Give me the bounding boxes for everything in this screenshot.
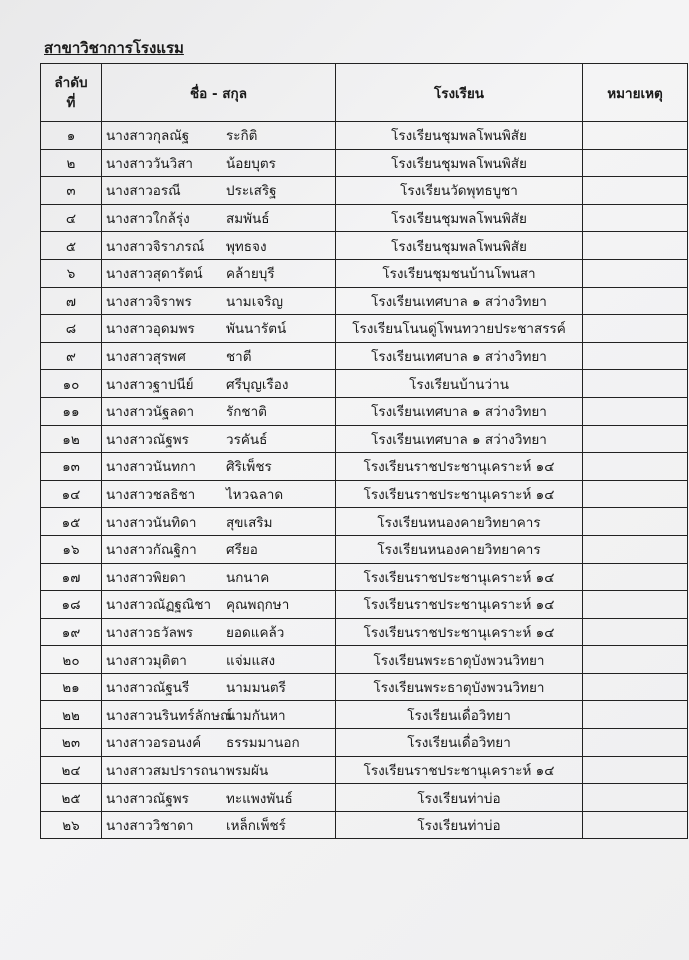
row-note [583, 315, 688, 343]
row-number: ๙ [41, 342, 102, 370]
last-name: ศิริเพ็ชร [226, 459, 272, 476]
last-name: ทะแพงพันธ์ [226, 790, 293, 807]
row-number: ๑๖ [41, 535, 102, 563]
row-school: โรงเรียนชุมชนบ้านโพนสา [336, 259, 583, 287]
student-table [40, 63, 688, 839]
row-note [583, 811, 688, 839]
row-number: ๑๒ [41, 425, 102, 453]
table-row [41, 204, 688, 232]
first-name: นางสาวจิราพร [106, 293, 192, 310]
first-name: นางสาวอรอนงค์ [106, 735, 202, 752]
row-note [583, 425, 688, 453]
first-name: นางสาวนรินทร์ลักษณ์ [106, 707, 233, 724]
section-heading: สาขาวิชาการโรงแรม [44, 39, 184, 57]
row-school: โรงเรียนพระธาตุบังพวนวิทยา [336, 646, 583, 674]
table-row [41, 259, 688, 287]
row-name [102, 425, 336, 453]
row-name [102, 149, 336, 177]
first-name: นางสาวพิยดา [106, 569, 186, 586]
first-name: นางสาวมุติตา [106, 652, 187, 669]
row-name [102, 784, 336, 812]
row-note [583, 480, 688, 508]
last-name: รักชาติ [226, 404, 267, 421]
header-name: ชื่อ - สกุล [102, 64, 336, 122]
row-number: ๓ [41, 177, 102, 205]
row-name [102, 591, 336, 619]
row-note [583, 232, 688, 260]
row-school: โรงเรียนชุมพลโพนพิสัย [336, 122, 583, 150]
first-name: นางสาวนันทกา [106, 459, 196, 476]
first-name: นางสาวธวัลพร [106, 624, 194, 641]
table-row [41, 370, 688, 398]
last-name: พรมผัน [226, 762, 269, 779]
last-name: นกนาค [226, 569, 270, 586]
row-note [583, 535, 688, 563]
table-row [41, 287, 688, 315]
first-name: นางสาวนันทิดา [106, 514, 197, 531]
row-number: ๑๘ [41, 591, 102, 619]
row-number: ๒๔ [41, 756, 102, 784]
row-note [583, 259, 688, 287]
row-name [102, 618, 336, 646]
row-note [583, 729, 688, 757]
row-number: ๑๙ [41, 618, 102, 646]
row-note [583, 591, 688, 619]
row-note [583, 673, 688, 701]
row-name [102, 122, 336, 150]
first-name: นางสาวชลธิชา [106, 487, 196, 504]
table-row [41, 122, 688, 150]
row-note [583, 453, 688, 481]
row-name [102, 646, 336, 674]
first-name: นางสาวอุดมพร [106, 321, 195, 338]
row-name [102, 342, 336, 370]
row-school: โรงเรียนราชประชานุเคราะห์ ๑๔ [336, 453, 583, 481]
table-row [41, 563, 688, 591]
row-number: ๒๐ [41, 646, 102, 674]
row-note [583, 508, 688, 536]
last-name: น้อยบุตร [226, 155, 276, 172]
row-note [583, 177, 688, 205]
table-row [41, 646, 688, 674]
first-name: นางสาวสุรพศ [106, 349, 186, 366]
row-note [583, 784, 688, 812]
first-name: นางสาวใกล้รุ่ง [106, 211, 190, 228]
row-number: ๖ [41, 259, 102, 287]
row-number: ๑๐ [41, 370, 102, 398]
first-name: นางสาวกุลณัฐ [106, 128, 190, 145]
table-row [41, 673, 688, 701]
row-name [102, 701, 336, 729]
first-name: นางสาววิชาดา [106, 818, 194, 835]
row-name [102, 287, 336, 315]
header-number [41, 64, 102, 122]
row-number: ๒๒ [41, 701, 102, 729]
last-name: ไหวฉลาด [226, 487, 284, 504]
header-note: หมายเหตุ [583, 64, 688, 122]
row-number: ๑๕ [41, 508, 102, 536]
table-row [41, 177, 688, 205]
first-name: นางสาวอรณี [106, 183, 181, 200]
row-name [102, 453, 336, 481]
row-school: โรงเรียนวัดพุทธบูชา [336, 177, 583, 205]
row-name [102, 480, 336, 508]
table-row [41, 342, 688, 370]
last-name: ยอดแคล้ว [226, 624, 285, 641]
row-school: โรงเรียนราชประชานุเคราะห์ ๑๔ [336, 563, 583, 591]
row-note [583, 149, 688, 177]
table-header-row [41, 64, 688, 122]
last-name: แจ่มแสง [226, 652, 276, 669]
last-name: ศรีบุญเรือง [226, 376, 289, 393]
row-name [102, 535, 336, 563]
row-note [583, 370, 688, 398]
row-note [583, 563, 688, 591]
last-name: พันนารัตน์ [226, 321, 287, 338]
first-name: นางสาววันวิสา [106, 155, 194, 172]
row-note [583, 618, 688, 646]
row-name [102, 315, 336, 343]
row-school: โรงเรียนเทศบาล ๑ สว่างวิทยา [336, 397, 583, 425]
table-row [41, 508, 688, 536]
row-name [102, 370, 336, 398]
row-name [102, 204, 336, 232]
row-note [583, 122, 688, 150]
row-number: ๒๓ [41, 729, 102, 757]
row-number: ๒๑ [41, 673, 102, 701]
row-school: โรงเรียนราชประชานุเคราะห์ ๑๔ [336, 480, 583, 508]
table-row [41, 784, 688, 812]
last-name: นามกันหา [226, 707, 286, 724]
table-row [41, 480, 688, 508]
row-school: โรงเรียนท่าบ่อ [336, 811, 583, 839]
last-name: สมพันธ์ [226, 211, 270, 228]
row-name [102, 397, 336, 425]
row-name [102, 811, 336, 839]
row-name [102, 563, 336, 591]
table-row [41, 701, 688, 729]
row-note [583, 701, 688, 729]
last-name: พุทธจง [226, 238, 267, 255]
last-name: นามมนตรี [226, 680, 286, 697]
last-name: เหล็กเพ็ชร์ [226, 818, 286, 835]
last-name: สุขเสริม [226, 514, 273, 531]
row-note [583, 397, 688, 425]
row-note [583, 646, 688, 674]
first-name: นางสาวจิราภรณ์ [106, 238, 205, 255]
row-note [583, 287, 688, 315]
row-school: โรงเรียนเดื่อวิทยา [336, 701, 583, 729]
row-school: โรงเรียนชุมพลโพนพิสัย [336, 204, 583, 232]
row-school: โรงเรียนหนองคายวิทยาคาร [336, 508, 583, 536]
table-row [41, 618, 688, 646]
row-school: โรงเรียนราชประชานุเคราะห์ ๑๔ [336, 618, 583, 646]
last-name: วรคันธ์ [226, 431, 268, 448]
first-name: นางสาวสุดารัตน์ [106, 266, 203, 283]
table-row [41, 811, 688, 839]
first-name: นางสาวณัฏฐณิชา [106, 597, 212, 614]
row-note [583, 204, 688, 232]
row-number: ๗ [41, 287, 102, 315]
first-name: นางสาวฐาปนีย์ [106, 376, 194, 393]
row-number: ๒ [41, 149, 102, 177]
row-name [102, 729, 336, 757]
row-note [583, 756, 688, 784]
first-name: นางสาวณัฐพร [106, 431, 189, 448]
row-number: ๑ [41, 122, 102, 150]
row-school: โรงเรียนหนองคายวิทยาคาร [336, 535, 583, 563]
row-school: โรงเรียนราชประชานุเคราะห์ ๑๔ [336, 756, 583, 784]
row-number: ๒๖ [41, 811, 102, 839]
table-row [41, 149, 688, 177]
row-note [583, 342, 688, 370]
header-number-line2: ที่ [66, 94, 76, 111]
row-number: ๔ [41, 204, 102, 232]
table-row [41, 591, 688, 619]
row-number: ๑๑ [41, 397, 102, 425]
first-name: นางสาวนัฐลดา [106, 404, 195, 421]
row-school: โรงเรียนพระธาตุบังพวนวิทยา [336, 673, 583, 701]
row-number: ๘ [41, 315, 102, 343]
last-name: ศรียอ [226, 542, 258, 559]
first-name: นางสาวสมปรารถนา [106, 762, 226, 779]
row-name [102, 508, 336, 536]
last-name: คล้ายบุรี [226, 266, 275, 283]
row-school: โรงเรียนเทศบาล ๑ สว่างวิทยา [336, 425, 583, 453]
row-school: โรงเรียนบ้านว่าน [336, 370, 583, 398]
row-school: โรงเรียนท่าบ่อ [336, 784, 583, 812]
header-school: โรงเรียน [336, 64, 583, 122]
last-name: คุณพฤกษา [226, 597, 290, 614]
row-name [102, 673, 336, 701]
table-row [41, 756, 688, 784]
row-number: ๒๕ [41, 784, 102, 812]
row-number: ๑๓ [41, 453, 102, 481]
row-name [102, 177, 336, 205]
row-school: โรงเรียนโนนดู่โพนทวายประชาสรรค์ [336, 315, 583, 343]
row-number: ๑๔ [41, 480, 102, 508]
row-number: ๕ [41, 232, 102, 260]
last-name: ธรรมมานอก [226, 735, 300, 752]
last-name: นามเจริญ [226, 293, 283, 310]
row-school: โรงเรียนเดื่อวิทยา [336, 729, 583, 757]
last-name: ชาตี [226, 349, 252, 366]
table-row [41, 535, 688, 563]
row-school: โรงเรียนชุมพลโพนพิสัย [336, 149, 583, 177]
first-name: นางสาวณัฐพร [106, 790, 189, 807]
row-school: โรงเรียนชุมพลโพนพิสัย [336, 232, 583, 260]
first-name: นางสาวกัณฐิกา [106, 542, 197, 559]
last-name: ประเสริฐ [226, 183, 277, 200]
row-name [102, 232, 336, 260]
table-row [41, 425, 688, 453]
row-name [102, 756, 336, 784]
row-name [102, 259, 336, 287]
header-number-line1: ลำดับ [54, 74, 88, 91]
row-school: โรงเรียนเทศบาล ๑ สว่างวิทยา [336, 287, 583, 315]
row-number: ๑๗ [41, 563, 102, 591]
first-name: นางสาวณัฐนรี [106, 680, 190, 697]
row-school: โรงเรียนราชประชานุเคราะห์ ๑๔ [336, 591, 583, 619]
table-row [41, 232, 688, 260]
table-row [41, 397, 688, 425]
row-school: โรงเรียนเทศบาล ๑ สว่างวิทยา [336, 342, 583, 370]
last-name: ระกิติ [226, 128, 258, 145]
table-row [41, 729, 688, 757]
table-row [41, 315, 688, 343]
table-row [41, 453, 688, 481]
